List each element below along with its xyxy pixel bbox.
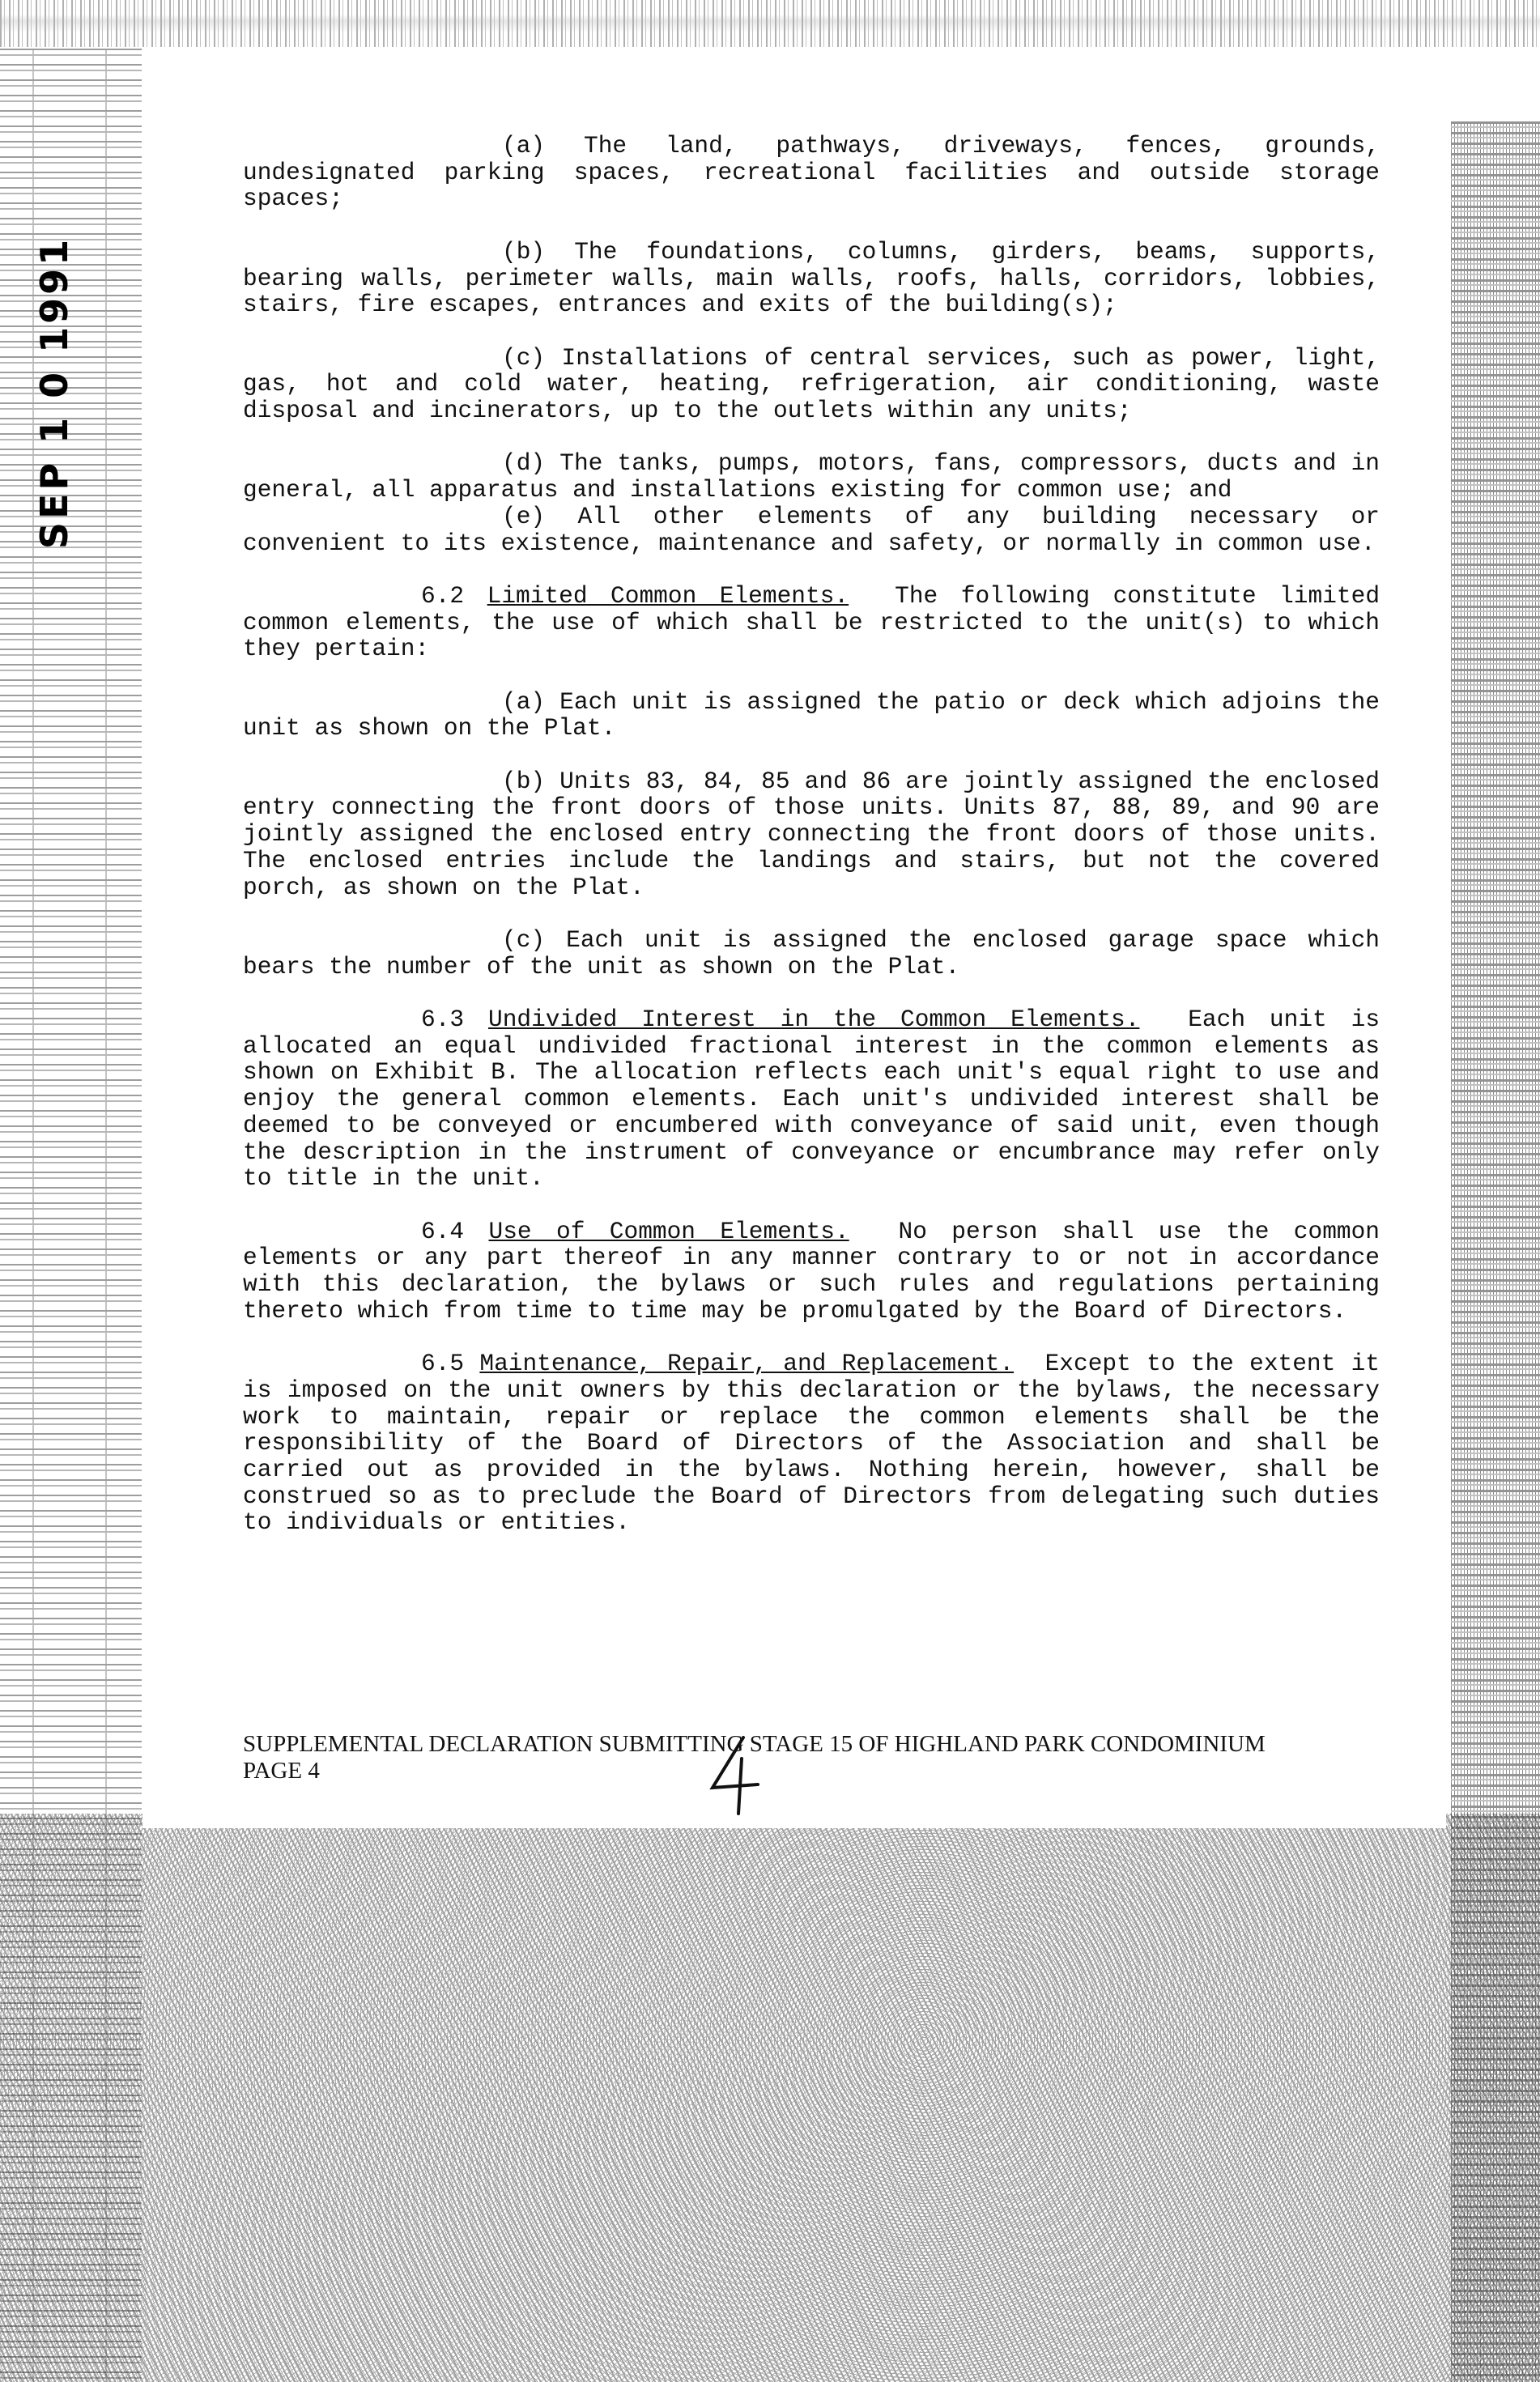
paragraph-common-e: (e) All other elements of any building necessary or convenient to its existence, maintenance and safety, or normally in common use.	[243, 502, 1380, 557]
footer-page-number: PAGE 4	[243, 1758, 320, 1784]
scan-noise-top	[0, 0, 1540, 47]
section-6-5: 6.5 Maintenance, Repair, and Replacement. Except to the extent it is imposed on the unit owners by this declaration or the bylaws, the necessary work to maintain, repair or replace the common elements shall be the responsibility of the Board of Directors of the Association and shall be carried out as provided in the bylaws. Nothing herein, however, shall be construed so as to preclude the Board of Directors from delegating such duties to individuals or entities.	[243, 1350, 1380, 1537]
section-number: 6.4	[421, 1217, 465, 1245]
handwritten-page-number	[704, 1734, 769, 1815]
paragraph-common-d: (d) The tanks, pumps, motors, fans, compressors, ducts and in general, all apparatus and installations existing for common use; and	[243, 449, 1380, 504]
paragraph-common-c: (c) Installations of central services, such as power, light, gas, hot and cold water, heating, refrigeration, air conditioning, waste disposal and incinerators, up to the outlets within any units;	[243, 343, 1380, 424]
section-6-2: 6.2 Limited Common Elements. The following constitute limited common elements, the use of which shall be restricted to the unit(s) to which they pertain:	[243, 581, 1380, 663]
paragraph-common-b: (b) The foundations, columns, girders, beams, supports, bearing walls, perimeter walls, main walls, roofs, halls, corridors, lobbies, stairs, fire escapes, entrances and exits of the building(s);	[243, 237, 1380, 319]
footer-title: SUPPLEMENTAL DECLARATION SUBMITTING STAGE 15 OF HIGHLAND PARK CONDOMINIUM	[243, 1731, 1266, 1757]
section-title: Limited Common Elements.	[487, 581, 849, 610]
section-title: Use of Common Elements.	[488, 1217, 849, 1245]
page-footer	[243, 1731, 1393, 1784]
section-title: Undivided Interest in the Common Elements.	[488, 1006, 1140, 1034]
scan-noise-bottom	[0, 1814, 1540, 2382]
paragraph-limited-c: (c) Each unit is assigned the enclosed garage space which bears the number of the unit as shown on the Plat.	[243, 925, 1380, 980]
paragraph-common-a: (a) The land, pathways, driveways, fences, grounds, undesignated parking spaces, recreational facilities and outside storage spaces;	[243, 132, 1380, 213]
section-number: 6.3	[421, 1006, 465, 1034]
stamp-date: SEP 1 0 1991	[32, 236, 77, 550]
document-body	[243, 133, 1380, 1563]
paragraph-limited-a: (a) Each unit is assigned the patio or deck which adjoins the unit as shown on the Plat.	[243, 687, 1380, 742]
section-title: Maintenance, Repair, and Replacement.	[479, 1350, 1015, 1378]
paragraph-limited-b: (b) Units 83, 84, 85 and 86 are jointly assigned the enclosed entry connecting the front doors of those units. Units 87, 88, 89, and 90 are jointly assigned the enclosed entry connecting the front doors of those units. The enclosed entries include the landings and stairs, but not the covered porch, as shown on the Plat.	[243, 767, 1380, 901]
section-number: 6.5	[421, 1350, 465, 1378]
section-6-3: 6.3 Undivided Interest in the Common Elements. Each unit is allocated an equal undivided fractional interest in the common elements as shown on Exhibit B. The allocation reflects each unit's equal right to use and enjoy the general common elements. Each unit's undivided interest shall be deemed to be conveyed or encumbered with conveyance of said unit, even though the description in the instrument of conveyance or encumbrance may refer only to title in the unit.	[243, 1006, 1380, 1193]
section-6-4: 6.4 Use of Common Elements. No person shall use the common elements or any part thereof in any manner contrary to or not in accordance with this declaration, the bylaws or such rules and regulations pertaining thereto which from time to time may be promulgated by the Board of Directors.	[243, 1217, 1380, 1325]
received-date-stamp	[26, 236, 83, 550]
section-number: 6.2	[421, 581, 465, 610]
